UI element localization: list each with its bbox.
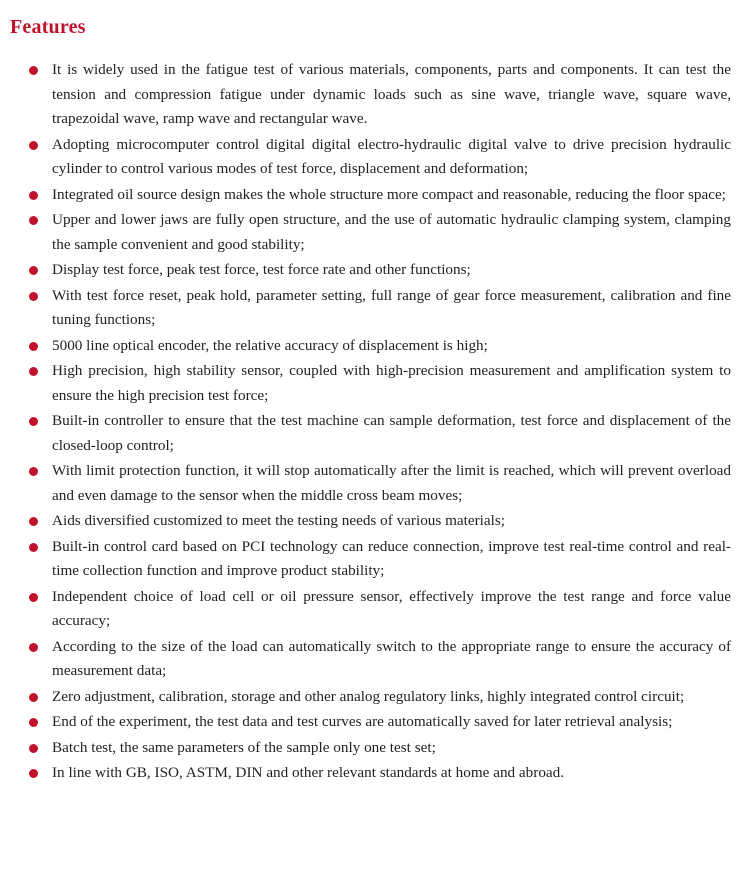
page-title: Features: [10, 16, 86, 38]
bullet-icon: [0, 585, 38, 602]
list-item: [0, 133, 750, 182]
list-item-text: Zero adjustment, calibration, storage and other analog regulatory links, highly integrated control circuit;: [52, 687, 685, 705]
list-item: [0, 409, 750, 458]
list-item: [0, 509, 750, 534]
list-item-text: Built-in control card based on PCI technology can reduce connection, improve test real-time control and real-time collection function and improve product stability;: [52, 537, 731, 579]
list-item-text: Aids diversified customized to meet the testing needs of various materials;: [52, 512, 505, 529]
list-item: [0, 761, 750, 786]
list-item-text: With test force reset, peak hold, parameter setting, full range of gear force measurement, calibration and fine tuning functions;: [52, 286, 731, 328]
bullet-icon: [0, 509, 38, 526]
bullet-icon: [0, 359, 38, 376]
list-item: [0, 284, 750, 333]
bullet-icon: [0, 258, 38, 275]
list-item: [0, 58, 750, 132]
list-item: [0, 736, 750, 761]
list-item: [0, 635, 750, 684]
bullet-icon: [0, 535, 38, 552]
list-item-text: Upper and lower jaws are fully open structure, and the use of automatic hydraulic clamping system, clamping the sample convenient and good stability;: [52, 211, 731, 253]
list-item: [0, 585, 750, 634]
list-item: [0, 208, 750, 257]
bullet-icon: [0, 685, 38, 702]
list-item: [0, 459, 750, 508]
bullet-icon: [0, 208, 38, 225]
bullet-icon: [0, 409, 38, 426]
list-item-text: In line with GB, ISO, ASTM, DIN and other relevant standards at home and abroad.: [52, 764, 565, 781]
list-item: [0, 183, 750, 208]
list-item-text: Integrated oil source design makes the whole structure more compact and reasonable, reducing the floor space;: [52, 185, 726, 203]
list-item-text: Built-in controller to ensure that the test machine can sample deformation, test force and displacement of the closed-loop control;: [52, 412, 731, 454]
bullet-icon: [0, 635, 38, 652]
list-item: [0, 535, 750, 584]
list-item-text: High precision, high stability sensor, coupled with high-precision measurement and amplification system to ensure the high precision test force;: [52, 362, 731, 404]
bullet-icon: [0, 133, 38, 150]
list-item-text: It is widely used in the fatigue test of various materials, components, parts and components. It can test the tension and compression fatigue under dynamic loads such as sine wave, triangle wave, square wave, trapezoidal wave, ramp wave and rectangular wave.: [52, 61, 731, 127]
list-item: [0, 359, 750, 408]
list-item-text: With limit protection function, it will stop automatically after the limit is reached, which will prevent overload and even damage to the sensor when the middle cross beam moves;: [52, 462, 731, 504]
list-item: [0, 258, 750, 283]
list-item: [0, 710, 750, 735]
bullet-icon: [0, 58, 38, 75]
bullet-icon: [0, 459, 38, 476]
list-item-text: 5000 line optical encoder, the relative accuracy of displacement is high;: [52, 336, 488, 354]
list-item-text: End of the experiment, the test data and test curves are automatically saved for later retrieval analysis;: [52, 713, 673, 730]
list-item: [0, 685, 750, 710]
list-item: [0, 334, 750, 359]
list-item-text: According to the size of the load can automatically switch to the appropriate range to ensure the accuracy of measurement data;: [52, 637, 731, 679]
list-item-text: Adopting microcomputer control digital digital electro-hydraulic digital valve to drive precision hydraulic cylinder to control various modes of test force, displacement and deformation;: [52, 135, 731, 177]
bullet-icon: [0, 284, 38, 301]
bullet-icon: [0, 736, 38, 753]
bullet-icon: [0, 761, 38, 778]
bullet-icon: [0, 710, 38, 727]
features-list: [0, 58, 750, 786]
list-item-text: Batch test, the same parameters of the sample only one test set;: [52, 738, 436, 756]
bullet-icon: [0, 334, 38, 351]
list-item-text: Independent choice of load cell or oil pressure sensor, effectively improve the test range and force value accuracy;: [52, 587, 731, 629]
bullet-icon: [0, 183, 38, 200]
list-item-text: Display test force, peak test force, test force rate and other functions;: [52, 261, 471, 278]
